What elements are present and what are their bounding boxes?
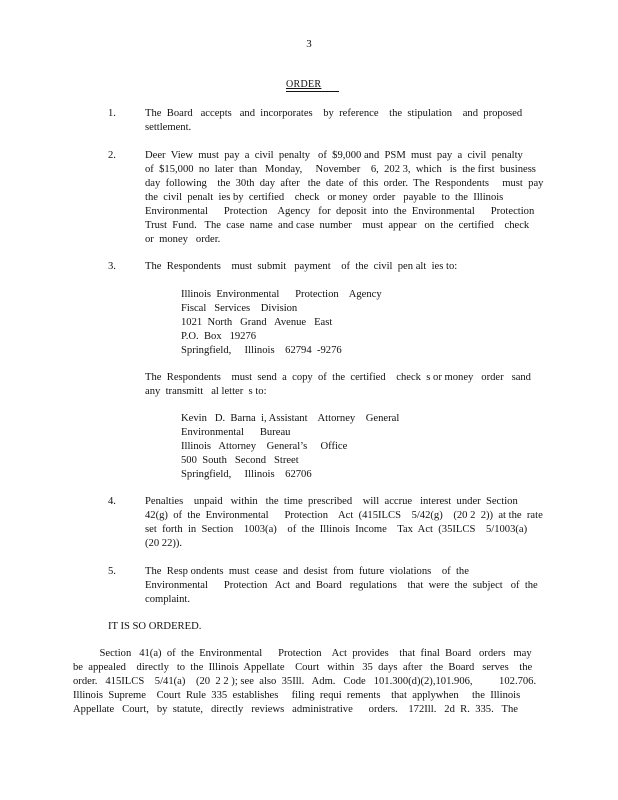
text-line: Trust Fund. The case name and case number must appear on the certified check xyxy=(145,220,530,231)
address-line: Illinois Environmental Protection Agency xyxy=(181,289,382,300)
page-number: 3 xyxy=(306,38,312,50)
text-line: (20 22)). xyxy=(145,538,183,549)
order-heading xyxy=(286,79,339,92)
text-line: Section 41(a) of the Environmental Protection Act provides that final Board orders may xyxy=(73,648,532,659)
address-line: Springfield, Illinois 62794 -9276 xyxy=(181,345,342,356)
address-line: Fiscal Services Division xyxy=(181,303,298,314)
address-line: 1021 North Grand Avenue East xyxy=(181,317,333,328)
text-line: The Board accepts and incorporates by reference the stipulation and proposed xyxy=(145,108,523,119)
address-line: 500 South Second Street xyxy=(181,455,299,466)
text-line: Environmental Protection Act and Board regulations that were the subject of the xyxy=(145,580,538,591)
text-line: day following the 30th day after the date of this order. The Respondents must pay xyxy=(145,178,544,189)
address-line: Environmental Bureau xyxy=(181,427,291,438)
payment-address xyxy=(181,288,382,358)
text-line: Appellate Court, by statute, directly reviews administrative orders. 172Ill. 2d R. 335. The xyxy=(73,704,518,715)
text-line: be appealed directly to the Illinois Appellate Court within 35 days after the Board serves the xyxy=(73,662,533,673)
item-number: 2. xyxy=(108,150,116,161)
item-number: 4. xyxy=(108,496,116,507)
address-line: Springfield, Illinois 62706 xyxy=(181,469,312,480)
text-line: Environmental Protection Agency for deposit into the Environmental Protection xyxy=(145,206,535,217)
text-line: of $15,000 no later than Monday, November 6, 202 3, which is the first business xyxy=(145,164,536,175)
transmittal-paragraph xyxy=(145,371,531,399)
address-line: Illinois Attorney General’s Office xyxy=(181,441,348,452)
item-number: 1. xyxy=(108,108,116,119)
text-line: Illinois Supreme Court Rule 335 establishes filing requi rements that applywhen the Illinois xyxy=(73,690,521,701)
item-text xyxy=(145,149,544,247)
item-number: 5. xyxy=(108,566,116,577)
item-number: 3. xyxy=(108,261,116,272)
text-line: or money order. xyxy=(145,234,221,245)
text-line: 42(g) of the Environmental Protection Act (415ILCS 5/42(g) (20 2 2)) at the rate xyxy=(145,510,543,521)
text-line: any transmitt al letter s to: xyxy=(145,386,267,397)
text-line: The Resp ondents must cease and desist from future violations of the xyxy=(145,566,469,577)
item-text xyxy=(145,565,540,607)
attorney-address xyxy=(181,412,399,482)
order-heading-text: ORDER xyxy=(286,79,322,90)
text-line: Penalties unpaid within the time prescribed will accrue interest under Section xyxy=(145,496,518,507)
text-line: order. 415ILCS 5/41(a) (20 2 2 ); see also 35Ill. Adm. Code 101.300(d)(2),101.906, 102.706. xyxy=(73,676,537,687)
address-line: P.O. Box 19276 xyxy=(181,331,257,342)
text-line: Deer View must pay a civil penalty of $9,000 and PSM must pay a civil penalty xyxy=(145,150,523,161)
item-text xyxy=(145,495,543,551)
text-line: set forth in Section 1003(a) of the Illinois Income Tax Act (35ILCS 5/1003(a) xyxy=(145,524,528,535)
text-line: complaint. xyxy=(145,594,191,605)
address-line: Kevin D. Barna i, Assistant Attorney General xyxy=(181,413,400,424)
item-text xyxy=(145,107,540,135)
text-line: The Respondents must send a copy of the certified check s or money order sand xyxy=(145,372,531,383)
text-line: settlement. xyxy=(145,122,192,133)
item-text xyxy=(145,260,540,274)
text-line: the civil penalt ies by certified check or money order payable to the Illinois xyxy=(145,192,504,203)
so-ordered: IT IS SO ORDERED. xyxy=(108,621,202,632)
text-line: The Respondents must submit payment of the civil pen alt ies to: xyxy=(145,261,458,272)
closing-paragraph xyxy=(73,647,543,717)
